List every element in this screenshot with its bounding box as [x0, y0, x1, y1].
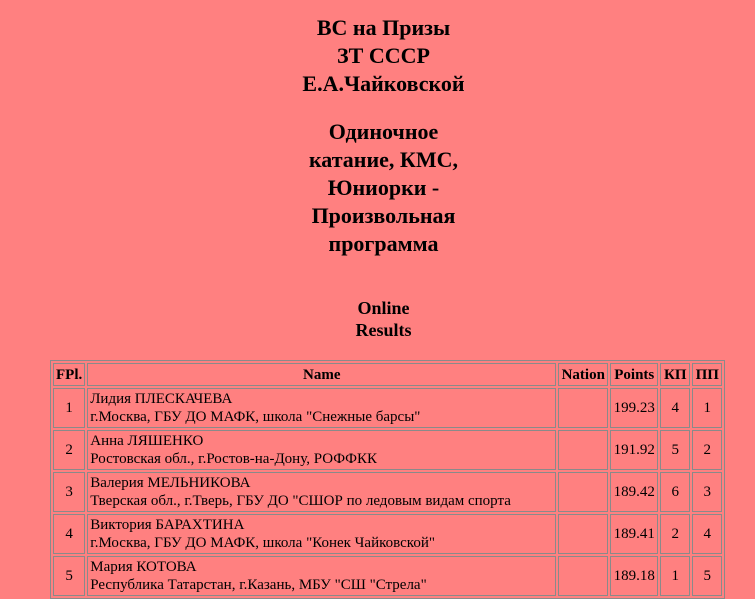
- points-cell: 189.18: [610, 556, 658, 596]
- event-title: [0, 14, 755, 98]
- event-title-line: Е.А.Чайковской: [302, 71, 465, 96]
- table-row: [53, 556, 722, 596]
- nation-cell: [558, 514, 608, 554]
- online-label: Online: [357, 298, 410, 318]
- skater-club: Республика Татарстан, г.Казань, МБУ "СШ "Стрела": [90, 577, 427, 593]
- place-cell: 4: [53, 514, 85, 554]
- table-row: [53, 472, 722, 512]
- skater-club: г.Москва, ГБУ ДО МАФК, школа "Снежные барсы": [90, 409, 421, 425]
- points-cell: 199.23: [610, 388, 658, 428]
- pp-cell: 2: [692, 430, 722, 470]
- column-header-kp: КП: [660, 363, 690, 386]
- column-header-name: Name: [87, 363, 556, 386]
- name-cell: [87, 556, 556, 596]
- table-header-row: [53, 363, 722, 386]
- skater-name: Валерия МЕЛЬНИКОВА: [90, 475, 251, 491]
- place-cell: 1: [53, 388, 85, 428]
- place-cell: 2: [53, 430, 85, 470]
- skater-club: Ростовская обл., г.Ростов-на-Дону, РОФФКК: [90, 451, 377, 467]
- category-title-line: Юниорки -: [327, 175, 440, 200]
- nation-cell: [558, 430, 608, 470]
- nation-cell: [558, 472, 608, 512]
- points-cell: 189.42: [610, 472, 658, 512]
- place-cell: 3: [53, 472, 85, 512]
- nation-cell: [558, 388, 608, 428]
- table-row: [53, 430, 722, 470]
- column-header-place: FPl.: [53, 363, 85, 386]
- nation-cell: [558, 556, 608, 596]
- category-title-line: Одиночное: [328, 119, 439, 144]
- skater-name: Лидия ПЛЕСКАЧЕВА: [90, 391, 233, 407]
- column-header-points: Points: [610, 363, 658, 386]
- name-cell: [87, 388, 556, 428]
- skater-name: Мария КОТОВА: [90, 559, 197, 575]
- table-row: [53, 514, 722, 554]
- kp-cell: 5: [660, 430, 690, 470]
- column-header-nation: Nation: [558, 363, 608, 386]
- event-title-line: ВС на Призы: [316, 15, 451, 40]
- event-title-line: ЗТ СССР: [337, 43, 430, 68]
- kp-cell: 2: [660, 514, 690, 554]
- pp-cell: 1: [692, 388, 722, 428]
- skater-name: Анна ЛЯШЕНКО: [90, 433, 204, 449]
- column-header-pp: ПП: [692, 363, 722, 386]
- name-cell: [87, 514, 556, 554]
- results-table: [50, 360, 725, 599]
- category-title: [0, 118, 755, 258]
- category-title-line: программа: [328, 231, 439, 256]
- table-row: [53, 388, 722, 428]
- pp-cell: 3: [692, 472, 722, 512]
- kp-cell: 4: [660, 388, 690, 428]
- category-title-line: катание, КМС,: [308, 147, 459, 172]
- kp-cell: 1: [660, 556, 690, 596]
- online-results-heading: [0, 297, 755, 341]
- kp-cell: 6: [660, 472, 690, 512]
- pp-cell: 5: [692, 556, 722, 596]
- place-cell: 5: [53, 556, 85, 596]
- pp-cell: 4: [692, 514, 722, 554]
- skater-name: Виктория БАРАХТИНА: [90, 517, 245, 533]
- name-cell: [87, 430, 556, 470]
- skater-club: Тверская обл., г.Тверь, ГБУ ДО "СШОР по ледовым видам спорта: [90, 493, 511, 509]
- points-cell: 191.92: [610, 430, 658, 470]
- name-cell: [87, 472, 556, 512]
- skater-club: г.Москва, ГБУ ДО МАФК, школа "Конек Чайковской": [90, 535, 435, 551]
- category-title-line: Произвольная: [311, 203, 456, 228]
- results-label: Results: [355, 320, 412, 340]
- points-cell: 189.41: [610, 514, 658, 554]
